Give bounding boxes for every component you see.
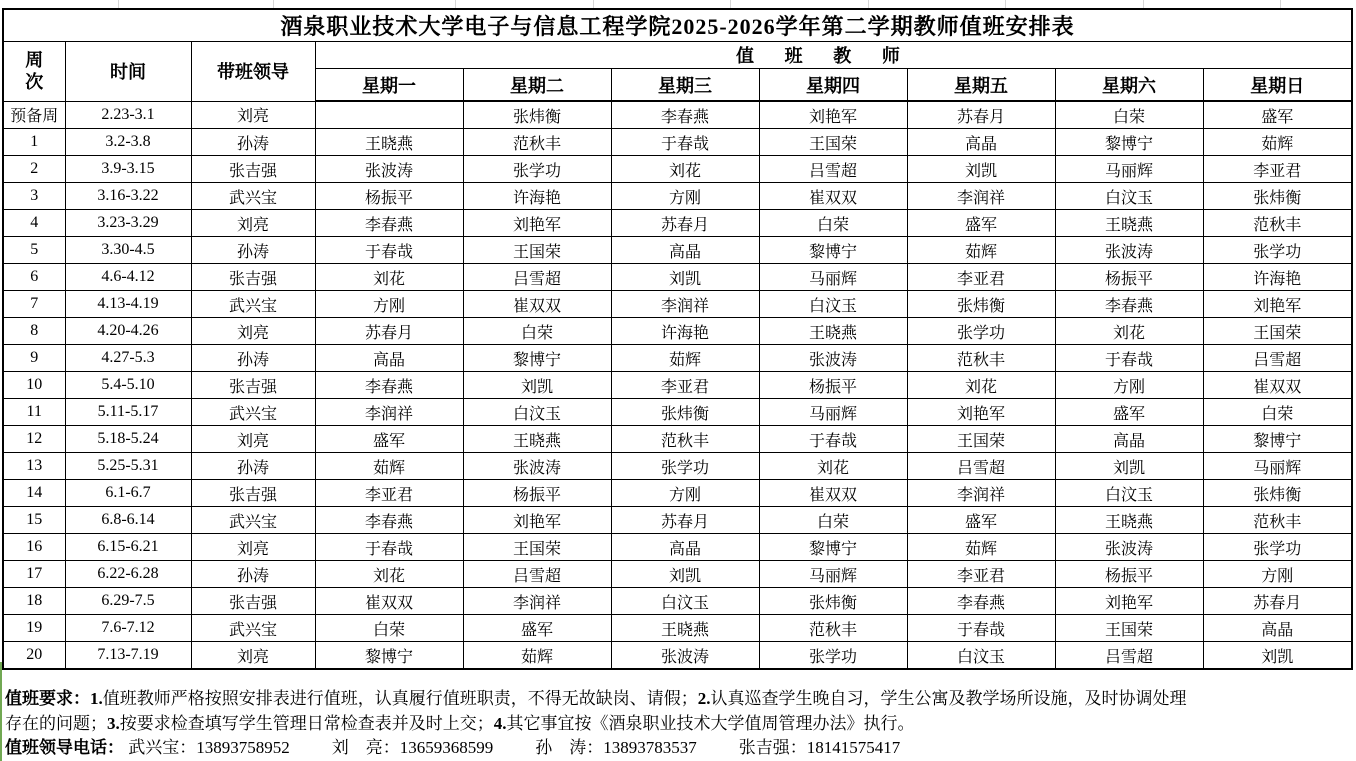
duty-cell[interactable]: 苏春月 [1203,588,1352,615]
duty-cell[interactable]: 张学功 [759,642,907,670]
table-row [3,615,1352,642]
duty-cell[interactable]: 白汶玉 [611,588,759,615]
duty-cell[interactable]: 刘艳军 [463,507,611,534]
day-header[interactable]: 星期四 [759,69,907,102]
duty-cell[interactable]: 张波涛 [1055,237,1203,264]
duty-cell[interactable]: 白荣 [315,615,463,642]
duty-cell[interactable]: 刘艳军 [907,399,1055,426]
footer-notes [5,687,1353,761]
duty-cell[interactable]: 白汶玉 [759,291,907,318]
duty-cell[interactable]: 盛军 [463,615,611,642]
duty-cell[interactable]: 张炜衡 [463,101,611,129]
leader-cell[interactable]: 孙涛 [191,345,315,372]
duty-cell[interactable]: 范秋丰 [463,129,611,156]
leader-cell[interactable]: 武兴宝 [191,507,315,534]
week-cell[interactable]: 18 [3,588,65,615]
time-cell[interactable]: 4.20-4.26 [65,318,191,345]
duty-cell[interactable]: 李亚君 [907,561,1055,588]
gridline [1005,0,1006,8]
duty-cell[interactable]: 于春哉 [1055,345,1203,372]
gridline [593,0,594,8]
leader-cell[interactable]: 刘亮 [191,534,315,561]
note-segment: 4. [493,713,507,733]
duty-cell[interactable]: 茹辉 [463,642,611,670]
table-row [3,210,1352,237]
duty-cell[interactable]: 范秋丰 [611,426,759,453]
week-cell[interactable]: 4 [3,210,65,237]
duty-cell[interactable]: 王国荣 [1055,615,1203,642]
duty-cell[interactable]: 白汶玉 [1055,480,1203,507]
gridline [730,0,731,8]
duty-cell[interactable]: 方刚 [611,480,759,507]
gridline [1280,0,1281,8]
duty-cell[interactable]: 刘凯 [907,156,1055,183]
day-header[interactable]: 星期三 [611,69,759,102]
duty-requirements-line-1 [5,687,1353,712]
duty-cell[interactable]: 李亚君 [1203,156,1352,183]
duty-cell[interactable]: 杨振平 [759,372,907,399]
duty-cell[interactable]: 刘凯 [611,561,759,588]
duty-cell[interactable]: 李春燕 [315,372,463,399]
duty-cell[interactable]: 崔双双 [1203,372,1352,399]
table-row [3,372,1352,399]
duty-cell[interactable]: 张波涛 [1055,534,1203,561]
time-cell[interactable]: 6.15-6.21 [65,534,191,561]
duty-cell[interactable]: 崔双双 [759,183,907,210]
duty-cell[interactable]: 高晶 [611,237,759,264]
time-cell[interactable]: 4.13-4.19 [65,291,191,318]
duty-cell[interactable]: 吕雪超 [463,264,611,291]
note-segment: 认真巡查学生晚自习，学生公寓及教学场所设施，及时协调处理 [710,689,1187,708]
duty-cell[interactable]: 茹辉 [1203,129,1352,156]
duty-cell[interactable]: 李润祥 [907,480,1055,507]
duty-cell[interactable]: 崔双双 [759,480,907,507]
duty-cell[interactable]: 崔双双 [463,291,611,318]
week-cell[interactable]: 5 [3,237,65,264]
day-header[interactable]: 星期六 [1055,69,1203,102]
duty-cell[interactable]: 张学功 [1203,237,1352,264]
duty-cell[interactable]: 吕雪超 [759,156,907,183]
week-cell[interactable]: 9 [3,345,65,372]
duty-cell[interactable]: 于春哉 [611,129,759,156]
header-row-1 [3,42,1352,69]
duty-cell[interactable]: 于春哉 [315,534,463,561]
duty-cell[interactable]: 李润祥 [463,588,611,615]
leader-cell[interactable]: 武兴宝 [191,291,315,318]
duty-cell[interactable]: 王晓燕 [315,129,463,156]
duty-cell[interactable]: 盛军 [907,210,1055,237]
table-row [3,426,1352,453]
time-cell[interactable]: 6.22-6.28 [65,561,191,588]
leader-cell[interactable]: 刘亮 [191,318,315,345]
gridline [1143,0,1144,8]
duty-cell[interactable]: 杨振平 [1055,264,1203,291]
col-header-leader[interactable]: 带班领导 [191,42,315,102]
time-cell[interactable]: 7.13-7.19 [65,642,191,670]
week-cell[interactable]: 6 [3,264,65,291]
table-row [3,480,1352,507]
leader-cell[interactable]: 孙涛 [191,237,315,264]
week-cell[interactable]: 14 [3,480,65,507]
duty-cell[interactable]: 李春燕 [1055,291,1203,318]
duty-cell[interactable] [315,101,463,129]
duty-cell[interactable]: 茹辉 [315,453,463,480]
duty-cell[interactable]: 白汶玉 [907,642,1055,670]
week-cell[interactable]: 15 [3,507,65,534]
duty-cell[interactable]: 刘花 [1055,318,1203,345]
week-cell[interactable]: 16 [3,534,65,561]
week-cell[interactable]: 预备周 [3,101,65,129]
time-cell[interactable]: 5.11-5.17 [65,399,191,426]
time-cell[interactable]: 3.30-4.5 [65,237,191,264]
note-segment: 值班要求： [5,689,90,708]
duty-cell[interactable]: 黎博宁 [1203,426,1352,453]
duty-cell[interactable]: 李亚君 [907,264,1055,291]
table-row [3,507,1352,534]
gridline [868,0,869,8]
duty-cell[interactable]: 张学功 [907,318,1055,345]
duty-cell[interactable]: 张波涛 [611,642,759,670]
duty-cell[interactable]: 马丽辉 [1203,453,1352,480]
time-cell[interactable]: 6.1-6.7 [65,480,191,507]
duty-cell[interactable]: 苏春月 [611,210,759,237]
duty-cell[interactable]: 刘花 [759,453,907,480]
duty-cell[interactable]: 刘花 [315,264,463,291]
table-row [3,399,1352,426]
week-cell[interactable]: 7 [3,291,65,318]
duty-cell[interactable]: 王国荣 [1203,318,1352,345]
leader-cell[interactable]: 刘亮 [191,101,315,129]
day-header[interactable]: 星期五 [907,69,1055,102]
duty-cell[interactable]: 白汶玉 [463,399,611,426]
duty-cell[interactable]: 刘艳军 [463,210,611,237]
duty-cell[interactable]: 马丽辉 [1055,156,1203,183]
time-cell[interactable]: 3.23-3.29 [65,210,191,237]
leader-cell[interactable]: 武兴宝 [191,399,315,426]
note-segment: 存在的问题； [5,713,107,733]
duty-schedule-table [2,8,1353,670]
duty-cell[interactable]: 吕雪超 [1055,642,1203,670]
duty-cell[interactable]: 张炜衡 [759,588,907,615]
week-cell[interactable]: 11 [3,399,65,426]
duty-cell[interactable]: 苏春月 [907,101,1055,129]
table-title[interactable]: 酒泉职业技术大学电子与信息工程学院2025-2026学年第二学期教师值班安排表 [3,9,1352,42]
duty-cell[interactable]: 于春哉 [315,237,463,264]
duty-cell[interactable]: 张炜衡 [611,399,759,426]
week-cell[interactable]: 10 [3,372,65,399]
leader-cell[interactable]: 武兴宝 [191,615,315,642]
week-cell[interactable]: 12 [3,426,65,453]
leader-cell[interactable]: 孙涛 [191,129,315,156]
table-row [3,237,1352,264]
duty-requirements-line-2 [5,712,1353,737]
leader-cell[interactable]: 武兴宝 [191,183,315,210]
duty-cell[interactable]: 范秋丰 [1203,507,1352,534]
leader-cell[interactable]: 张吉强 [191,264,315,291]
duty-cell[interactable]: 王晓燕 [1055,210,1203,237]
duty-cell[interactable]: 王国荣 [463,237,611,264]
col-header-week-label: 周次 [25,49,44,93]
duty-cell[interactable]: 黎博宁 [315,642,463,670]
title-row [3,9,1352,42]
duty-cell[interactable]: 杨振平 [315,183,463,210]
gridline [273,0,274,8]
phone-entry: 孙 涛：13893783537 [535,738,697,757]
duty-cell[interactable]: 刘凯 [1203,642,1352,670]
gridline [118,0,119,8]
spreadsheet-gridline-strip [0,0,1356,8]
time-cell[interactable]: 6.8-6.14 [65,507,191,534]
table-row [3,264,1352,291]
duty-cell[interactable]: 张波涛 [463,453,611,480]
time-cell[interactable]: 6.29-7.5 [65,588,191,615]
leader-cell[interactable]: 刘亮 [191,210,315,237]
duty-cell[interactable]: 李春燕 [315,210,463,237]
table-row [3,561,1352,588]
duty-cell[interactable]: 王国荣 [907,426,1055,453]
duty-cell[interactable]: 李亚君 [315,480,463,507]
duty-cell[interactable]: 范秋丰 [907,345,1055,372]
duty-cell[interactable]: 崔双双 [315,588,463,615]
duty-cell[interactable]: 白荣 [759,507,907,534]
duty-cell[interactable]: 刘艳军 [1203,291,1352,318]
duty-cell[interactable]: 刘花 [315,561,463,588]
duty-cell[interactable]: 高晶 [1203,615,1352,642]
duty-cell[interactable]: 方刚 [1055,372,1203,399]
duty-cell[interactable]: 黎博宁 [759,237,907,264]
duty-cell[interactable]: 吕雪超 [463,561,611,588]
table-row [3,318,1352,345]
duty-cell[interactable]: 李润祥 [315,399,463,426]
duty-cell[interactable]: 刘花 [611,156,759,183]
duty-cell[interactable]: 刘艳军 [759,101,907,129]
phone-line-label: 值班领导电话： [5,738,124,757]
duty-cell[interactable]: 刘花 [907,372,1055,399]
table-row [3,345,1352,372]
note-segment: 其它事宜按《酒泉职业技术大学值周管理办法》执行。 [506,713,915,733]
week-cell[interactable]: 17 [3,561,65,588]
duty-cell[interactable]: 刘艳军 [1055,588,1203,615]
duty-cell[interactable]: 张波涛 [759,345,907,372]
time-cell[interactable]: 5.4-5.10 [65,372,191,399]
table-row [3,588,1352,615]
duty-cell[interactable]: 杨振平 [1055,561,1203,588]
table-row [3,291,1352,318]
week-cell[interactable]: 1 [3,129,65,156]
duty-cell[interactable]: 高晶 [1055,426,1203,453]
duty-cell[interactable]: 李润祥 [611,291,759,318]
time-cell[interactable]: 4.27-5.3 [65,345,191,372]
day-header[interactable]: 星期日 [1203,69,1352,102]
phone-entry: 武兴宝：13893758952 [128,738,290,757]
time-cell[interactable]: 5.25-5.31 [65,453,191,480]
duty-cell[interactable]: 许海艳 [463,183,611,210]
duty-cell[interactable]: 李春燕 [611,101,759,129]
note-segment: 值班教师严格按照安排表进行值班，认真履行值班职责，不得无故缺岗、请假； [102,689,698,708]
leader-cell[interactable]: 刘亮 [191,642,315,670]
duty-cell[interactable]: 刘凯 [611,264,759,291]
duty-cell[interactable]: 方刚 [1203,561,1352,588]
note-segment: 1. [90,689,103,708]
schedule-body [3,101,1352,669]
duty-cell[interactable]: 马丽辉 [759,399,907,426]
duty-phone-line [5,736,1353,761]
duty-cell[interactable]: 王国荣 [759,129,907,156]
duty-cell[interactable]: 茹辉 [907,237,1055,264]
duty-cell[interactable]: 盛军 [1055,399,1203,426]
week-cell[interactable]: 13 [3,453,65,480]
duty-cell[interactable]: 黎博宁 [1055,129,1203,156]
duty-cell[interactable]: 王国荣 [463,534,611,561]
duty-cell[interactable]: 马丽辉 [759,264,907,291]
week-cell[interactable]: 2 [3,156,65,183]
duty-cell[interactable]: 王晓燕 [611,615,759,642]
duty-cell[interactable]: 盛军 [1203,101,1352,129]
leader-cell[interactable]: 孙涛 [191,453,315,480]
duty-cell[interactable]: 范秋丰 [1203,210,1352,237]
note-segment: 按要求检查填写学生管理日常检查表并及时上交； [119,713,494,733]
table-row [3,183,1352,210]
duty-cell[interactable]: 张学功 [1203,534,1352,561]
week-cell[interactable]: 3 [3,183,65,210]
duty-cell[interactable]: 方刚 [315,291,463,318]
duty-cell[interactable]: 李润祥 [907,183,1055,210]
duty-cell[interactable]: 白荣 [1055,101,1203,129]
gridline [455,0,456,8]
duty-cell[interactable]: 李亚君 [611,372,759,399]
duty-cell[interactable]: 张炜衡 [1203,480,1352,507]
duty-cell[interactable]: 苏春月 [611,507,759,534]
duty-cell[interactable]: 范秋丰 [759,615,907,642]
col-header-duty-group[interactable]: 值班教师 [315,42,1352,69]
duty-cell[interactable]: 方刚 [611,183,759,210]
note-segment: 3. [107,713,120,733]
duty-cell[interactable]: 张学功 [463,156,611,183]
leader-cell[interactable]: 孙涛 [191,561,315,588]
duty-cell[interactable]: 许海艳 [1203,264,1352,291]
duty-cell[interactable]: 吕雪超 [907,453,1055,480]
time-cell[interactable]: 3.9-3.15 [65,156,191,183]
duty-cell[interactable]: 张波涛 [315,156,463,183]
week-cell[interactable]: 19 [3,615,65,642]
duty-cell[interactable]: 苏春月 [315,318,463,345]
time-cell[interactable]: 3.16-3.22 [65,183,191,210]
duty-cell[interactable]: 于春哉 [759,426,907,453]
table-row [3,453,1352,480]
duty-cell[interactable]: 白荣 [463,318,611,345]
duty-cell[interactable]: 盛军 [907,507,1055,534]
duty-cell[interactable]: 茹辉 [907,534,1055,561]
time-cell[interactable]: 7.6-7.12 [65,615,191,642]
duty-cell[interactable]: 王晓燕 [463,426,611,453]
duty-cell[interactable]: 王晓燕 [759,318,907,345]
duty-cell[interactable]: 黎博宁 [759,534,907,561]
leader-cell[interactable]: 张吉强 [191,588,315,615]
duty-cell[interactable]: 李春燕 [315,507,463,534]
duty-cell[interactable]: 高晶 [611,534,759,561]
table-row [3,156,1352,183]
duty-cell[interactable]: 于春哉 [907,615,1055,642]
time-cell[interactable]: 4.6-4.12 [65,264,191,291]
leader-cell[interactable]: 张吉强 [191,372,315,399]
leader-cell[interactable]: 张吉强 [191,156,315,183]
duty-cell[interactable]: 刘凯 [1055,453,1203,480]
note-segment: 2. [697,689,711,708]
week-cell[interactable]: 8 [3,318,65,345]
duty-cell[interactable]: 盛军 [315,426,463,453]
col-header-week[interactable] [3,42,65,102]
duty-cell[interactable]: 马丽辉 [759,561,907,588]
table-row [3,101,1352,129]
duty-cell[interactable]: 王晓燕 [1055,507,1203,534]
phone-entry: 刘 亮：13659368599 [331,738,494,757]
duty-cell[interactable]: 白汶玉 [1055,183,1203,210]
leader-cell[interactable]: 刘亮 [191,426,315,453]
page-break-line [0,662,2,761]
duty-cell[interactable]: 白荣 [759,210,907,237]
duty-cell[interactable]: 许海艳 [611,318,759,345]
table-row [3,129,1352,156]
duty-cell[interactable]: 高晶 [907,129,1055,156]
duty-cell[interactable]: 吕雪超 [1203,345,1352,372]
leader-cell[interactable]: 张吉强 [191,480,315,507]
table-row [3,642,1352,670]
duty-cell[interactable]: 茹辉 [611,345,759,372]
phone-entry: 张吉强：18141575417 [738,738,901,757]
duty-cell[interactable]: 李春燕 [907,588,1055,615]
day-header[interactable]: 星期一 [315,69,463,102]
day-header[interactable]: 星期二 [463,69,611,102]
time-cell[interactable]: 2.23-3.1 [65,101,191,129]
duty-cell[interactable]: 黎博宁 [463,345,611,372]
duty-cell[interactable]: 高晶 [315,345,463,372]
duty-cell[interactable]: 张炜衡 [907,291,1055,318]
col-header-time[interactable]: 时间 [65,42,191,102]
table-row [3,534,1352,561]
duty-cell[interactable]: 杨振平 [463,480,611,507]
time-cell[interactable]: 5.18-5.24 [65,426,191,453]
time-cell[interactable]: 3.2-3.8 [65,129,191,156]
week-cell[interactable]: 20 [3,642,65,670]
duty-cell[interactable]: 张学功 [611,453,759,480]
duty-cell[interactable]: 刘凯 [463,372,611,399]
duty-cell[interactable]: 白荣 [1203,399,1352,426]
duty-cell[interactable]: 张炜衡 [1203,183,1352,210]
